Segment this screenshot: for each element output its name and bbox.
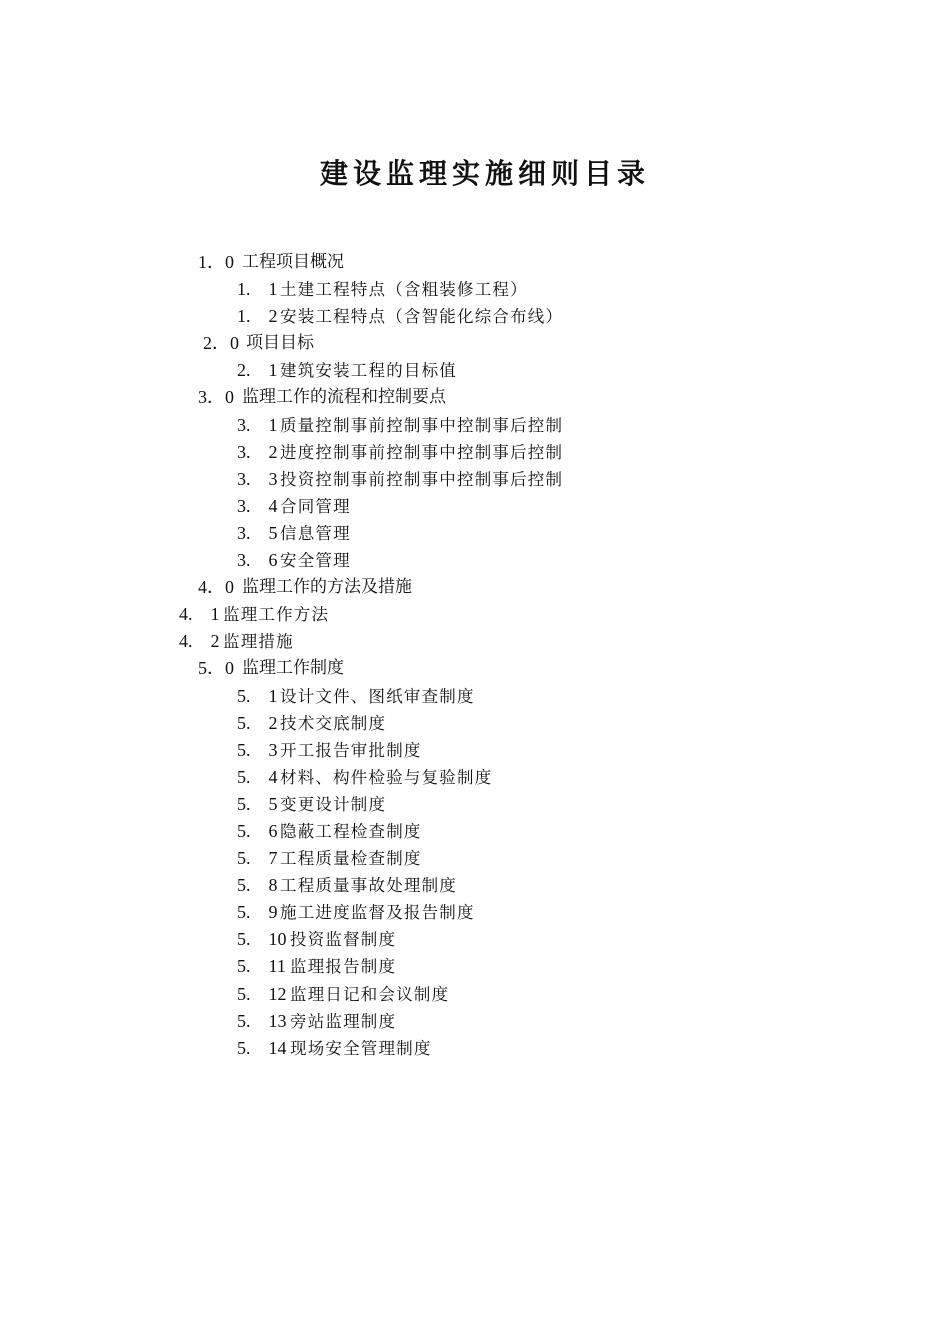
toc-item	[0, 791, 950, 818]
toc-item	[0, 276, 950, 303]
toc-item	[0, 412, 950, 439]
toc-item-label: 现场安全管理制度	[290, 1038, 432, 1058]
toc-item	[0, 439, 950, 466]
toc-item-label: 安全管理	[280, 551, 351, 571]
toc-item-label: 监理工作制度	[242, 658, 344, 679]
toc-item	[0, 249, 950, 276]
toc-item-number: 5. 13	[237, 1010, 287, 1031]
toc-item	[0, 1035, 950, 1062]
toc-item-number: 5. 12	[237, 983, 287, 1004]
toc-item-label: 技术交底制度	[280, 713, 387, 733]
toc-item-label: 隐蔽工程检查制度	[280, 821, 422, 841]
table-of-contents	[0, 249, 950, 1062]
toc-item-label: 开工报告审批制度	[280, 740, 422, 760]
toc-item-label: 监理工作的流程和控制要点	[242, 387, 446, 408]
toc-item-number: 2．0	[203, 333, 239, 354]
toc-item-label: 安装工程特点（含智能化综合布线）	[280, 307, 564, 327]
toc-item-label: 监理日记和会议制度	[290, 984, 450, 1004]
toc-item-label: 工程质量事故处理制度	[280, 876, 457, 896]
toc-item	[0, 655, 950, 682]
toc-item-label: 信息管理	[280, 523, 351, 543]
toc-item	[0, 330, 950, 357]
toc-item-number: 5．0	[198, 658, 234, 679]
toc-item-label: 施工进度监督及报告制度	[280, 903, 475, 923]
toc-item-label: 土建工程特点（含粗装修工程）	[280, 280, 528, 300]
toc-item-number: 5. 11	[237, 956, 286, 977]
toc-item-label: 材料、构件检验与复验制度	[280, 767, 493, 787]
toc-item	[0, 466, 950, 493]
toc-item-label: 监理措施	[223, 632, 294, 652]
toc-item-label: 建筑安装工程的目标值	[280, 361, 457, 381]
toc-item-label: 质量控制事前控制事中控制事后控制	[280, 415, 564, 435]
toc-item	[0, 601, 950, 628]
toc-item-label: 设计文件、图纸审查制度	[280, 686, 475, 706]
toc-item-number: 5. 5	[237, 793, 278, 814]
toc-item-number: 4. 2	[179, 631, 220, 652]
toc-item-number: 5. 9	[237, 902, 278, 923]
toc-item	[0, 926, 950, 953]
toc-item-label: 旁站监理制度	[290, 1011, 397, 1031]
toc-item-label: 工程项目概况	[242, 252, 344, 272]
toc-item-number: 3. 5	[237, 522, 278, 543]
toc-item-label: 投资控制事前控制事中控制事后控制	[280, 469, 564, 489]
toc-item-number: 1. 2	[237, 306, 278, 327]
toc-item-label: 变更设计制度	[280, 794, 387, 814]
toc-item-number: 3. 2	[237, 441, 278, 462]
toc-item	[0, 547, 950, 574]
toc-item	[0, 520, 950, 547]
toc-item-number: 3. 3	[237, 468, 278, 489]
toc-item-number: 5. 7	[237, 848, 278, 869]
toc-item	[0, 899, 950, 926]
toc-item	[0, 384, 950, 411]
toc-item-label: 监理工作的方法及措施	[242, 577, 412, 598]
toc-item	[0, 1008, 950, 1035]
toc-item-number: 5. 4	[237, 766, 278, 787]
toc-item-label: 监理报告制度	[290, 957, 397, 977]
toc-item	[0, 737, 950, 764]
toc-item-label: 投资监督制度	[290, 930, 397, 950]
toc-item-number: 5. 6	[237, 820, 278, 841]
toc-item-number: 5. 8	[237, 875, 278, 896]
toc-item-number: 4. 1	[179, 604, 220, 625]
toc-item-number: 5. 2	[237, 712, 278, 733]
toc-item	[0, 493, 950, 520]
toc-item-number: 5. 3	[237, 739, 278, 760]
toc-item-number: 3. 1	[237, 414, 278, 435]
toc-item	[0, 710, 950, 737]
toc-item-label: 进度控制事前控制事中控制事后控制	[280, 442, 564, 462]
toc-item-number: 2. 1	[237, 360, 278, 381]
toc-item	[0, 683, 950, 710]
toc-item	[0, 303, 950, 330]
toc-item-number: 4．0	[198, 577, 234, 598]
toc-item-number: 5. 14	[237, 1037, 287, 1058]
toc-item-number: 5. 10	[237, 929, 287, 950]
toc-item	[0, 872, 950, 899]
toc-item-label: 工程质量检查制度	[280, 849, 422, 869]
toc-item-number: 1．0	[198, 252, 234, 272]
toc-item-number: 1. 1	[237, 279, 278, 300]
toc-item	[0, 818, 950, 845]
toc-item	[0, 764, 950, 791]
toc-item	[0, 628, 950, 655]
toc-item	[0, 574, 950, 601]
toc-item	[0, 357, 950, 384]
toc-item	[0, 845, 950, 872]
toc-item-number: 5. 1	[237, 685, 278, 706]
toc-item-number: 3. 6	[237, 550, 278, 571]
toc-item	[0, 953, 950, 980]
toc-item-number: 3. 4	[237, 495, 278, 516]
document-title: 建设监理实施细则目录	[319, 157, 650, 190]
toc-item-label: 监理工作方法	[223, 605, 330, 625]
toc-item	[0, 981, 950, 1008]
toc-item-label: 项目目标	[246, 333, 314, 354]
toc-item-number: 3．0	[198, 387, 234, 408]
toc-item-label: 合同管理	[280, 496, 351, 516]
